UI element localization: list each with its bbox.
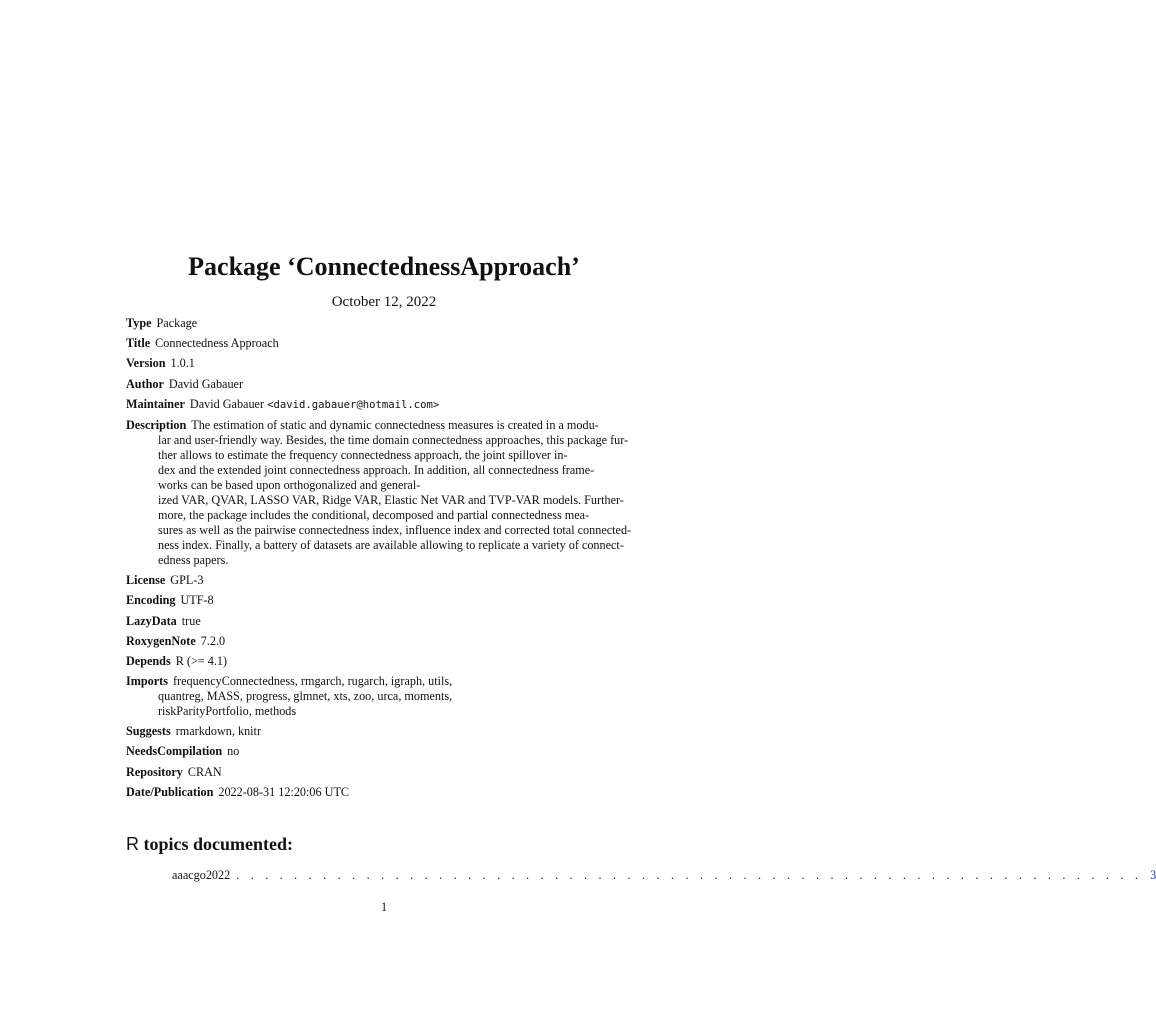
field-label: Repository: [126, 764, 183, 779]
toc-entry[interactable]: [172, 867, 1156, 883]
field-label: Suggests: [126, 724, 171, 739]
field-value: David Gabauer: [189, 396, 265, 411]
field-value: Package: [156, 316, 198, 330]
field-value: David Gabauer: [168, 376, 244, 391]
field-maintainer: [126, 397, 646, 413]
description-line: more, the package includes the conditional, decomposed and partial connectedness mea-: [158, 507, 590, 522]
description-line: lar and user-friendly way. Besides, the time domain connectedness approaches, this package fur-: [158, 432, 629, 447]
description-line: The estimation of static and dynamic connectedness measures is created in a modu-: [191, 417, 599, 432]
topics-heading-text: topics documented:: [143, 834, 293, 854]
field-label: Version: [126, 356, 166, 371]
field-label: Type: [126, 316, 152, 330]
field-author: [126, 377, 646, 392]
field-version: [126, 356, 646, 371]
r-logo-letter: R: [126, 834, 139, 854]
description-line: ness index. Finally, a battery of datasets are available allowing to replicate a variety of connect-: [158, 537, 624, 552]
page-number: 1: [380, 900, 388, 914]
field-label: Description: [126, 417, 187, 432]
field-label: Author: [126, 376, 164, 391]
field-value: UTF-8: [180, 593, 214, 608]
field-label: RoxygenNote: [126, 633, 196, 648]
field-label: License: [126, 573, 166, 588]
package-date: October 12, 2022: [331, 294, 437, 310]
imports-line: quantreg, MASS, progress, glmnet, xts, zoo, urca, moments,: [158, 689, 453, 704]
field-value: GPL-3: [170, 573, 204, 588]
toc-entry-name[interactable]: aaacgo2022: [172, 868, 231, 882]
field-depends: [126, 654, 646, 669]
description-fields: [126, 316, 646, 805]
field-description: [126, 418, 646, 568]
imports-line: riskParityPortfolio, methods: [158, 704, 297, 719]
field-type: [126, 316, 646, 331]
field-needscompilation: [126, 744, 646, 759]
field-encoding: [126, 593, 646, 608]
field-lazydata: [126, 614, 646, 629]
toc-leader-dots: . . . . . . . . . . . . . . . . . . . . . . . . . . . . . . . . . . . . . . . . . . . . . . . . . . . . . . . . . . . . . . .: [236, 868, 1143, 882]
field-roxygennote: [126, 634, 646, 649]
field-value: R (>= 4.1): [175, 653, 228, 668]
field-imports: [126, 674, 646, 719]
field-label: Date/Publication: [126, 784, 214, 799]
field-label: Depends: [126, 653, 171, 668]
description-line: sures as well as the pairwise connectedness index, influence index and corrected total connected-: [158, 522, 632, 537]
field-label: Imports: [126, 674, 168, 689]
field-date-publication: [126, 785, 646, 800]
description-line: dex and the extended joint connectedness approach. In addition, all connectedness frame-: [158, 462, 595, 477]
field-suggests: [126, 724, 646, 739]
description-line: ther allows to estimate the frequency connectedness approach, the joint spillover in-: [158, 447, 568, 462]
description-line: ized VAR, QVAR, LASSO VAR, Ridge VAR, Elastic Net VAR and TVP-VAR models. Further-: [158, 492, 624, 507]
field-value: 2022-08-31 12:20:06 UTC: [218, 784, 350, 799]
field-value: Connectedness Approach: [155, 336, 279, 351]
field-value: rmarkdown, knitr: [175, 724, 261, 739]
field-title: [126, 336, 646, 351]
topics-heading: [126, 832, 293, 856]
description-line: works can be based upon orthogonalized and general-: [158, 477, 421, 492]
package-title: Package ‘ConnectednessApproach’: [188, 252, 580, 281]
field-label: LazyData: [126, 613, 177, 628]
toc-page-link[interactable]: 3: [1150, 868, 1156, 882]
field-repository: [126, 765, 646, 780]
field-label: Maintainer: [126, 396, 185, 411]
field-license: [126, 573, 646, 588]
field-value: 1.0.1: [170, 356, 195, 371]
maintainer-email: <david.gabauer@hotmail.com>: [267, 398, 440, 411]
field-value: 7.2.0: [200, 633, 226, 648]
field-value: no: [227, 744, 240, 759]
imports-line: frequencyConnectedness, rmgarch, rugarch, igraph, utils,: [172, 674, 453, 689]
field-value: true: [181, 613, 201, 628]
field-label: NeedsCompilation: [126, 744, 223, 759]
field-value: CRAN: [187, 764, 222, 779]
description-line: edness papers.: [158, 552, 229, 567]
field-label: Title: [126, 336, 151, 351]
field-label: Encoding: [126, 593, 176, 608]
